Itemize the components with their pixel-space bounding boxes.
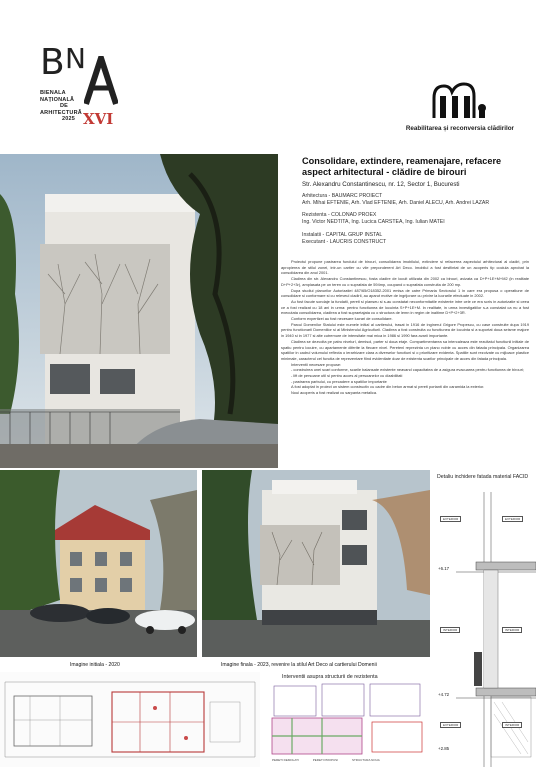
description-paragraph: Noul acoperis a fost realizat cu sarpanta metalica. (291, 390, 378, 396)
level-middle: +4.72 (438, 692, 450, 697)
logo-a-mark (84, 56, 118, 106)
main-photo (0, 154, 278, 468)
description-paragraph: - construirea unei scari conforme, scarile balansate existente neavand capacitatea de a asigura evacuarea pentru functiunea de birouri; (291, 367, 524, 373)
credit-architects: Arh. Mihai EFTENIE, Arh. Vlad EFTENIE, Arh. Daniel ALECU, Arh. Andrei LAZAR (302, 200, 490, 206)
project-title: Consolidare, extindere, reamenajare, refacere aspect arhitectural - clădire de birouri (302, 156, 502, 177)
bna-logo (38, 38, 118, 138)
caption-initial: Imagine initiala - 2020 (70, 662, 120, 668)
legend-item: PERETI DEMOLATI (272, 758, 299, 762)
credit-contractor: Executant - LAUCRIS CONSTRUCT (302, 239, 387, 245)
project-description (281, 259, 529, 396)
description-paragraph: Au fost facute sondaje la fundatii, pereti si planseu si s-au constatat neconformitatile existente intre cele ce era scris in autorizatie si ceea ce a fost realizat cu 18 ani in urma: pentru functiunea de locuinta S+P+1E+M. In realitate, in urma investigatiilor s-a constatat ca nu a fost executata consolidarea, cladirea a fost supraetajata cu o structura de lemn in regim de inaltime D+P+2+3R. (281, 298, 529, 316)
level-lower: +2.85 (438, 746, 450, 751)
facade-detail-drawing (436, 492, 536, 767)
reconversion-icon (430, 80, 490, 122)
detail-title: Detaliu inchidere fatada material FACID (437, 474, 529, 480)
description-paragraph: A fost adoptat in proiect un sistem constructiv cu cadre din beton armat si pereti portanti din caramida la exterior. (291, 384, 485, 390)
credit-architecture: Arhitectura - BAUMARC PROIECT (302, 193, 383, 199)
description-paragraph: - pastrarea parbului, cu precadere a spatiilor importante (291, 378, 387, 384)
structure-title: Interventii asupra structurii de rezistenta (282, 674, 378, 680)
tag-interior: INTERIOR (502, 627, 522, 633)
project-address: Str. Alexandru Constantinescu, nr. 12, Sector 1, Bucuresti (302, 181, 460, 188)
tag-interior: INTERIOR (502, 722, 522, 728)
description-paragraph: Interventii necesare propuse: (291, 361, 342, 367)
description-paragraph: Dupa studiul planurilor Autorizatiei 487/65/O18352-2001 emisa de catre Primaria Sectorului 1 in care era propusa o operatiune de consolidare si conformare si cu releveul cladirii, au aparut motive de ingrijorare cu privire la lucrarile efectuate in 2002. (281, 287, 529, 299)
description-paragraph: - lift de persoane util si pentru acces al persoanelor cu dizabilitati (291, 373, 403, 379)
logo-letters: B N (40, 42, 120, 92)
legend-item: STRUCTURA NOUA (351, 758, 380, 762)
description-paragraph: Parcul Domenilor Statului este numele initial al cartierului, trasat in 1916 de inginerul Grigore Propescu, cu case construite dupa 1919 pentru functionarii Domeniilor si ai Ministerului Agriculturii. Cladirea a fost construita cu functiunea de locuinta si a suportat doua seisme majore in 1940 si in 1977 si alte cutremure de intensitate mai mica in 1986 si 1990 fara avarii importante. (281, 321, 529, 339)
credit-structure: Rezistenta - COLONAD PROEX (302, 212, 377, 218)
credit-installations: Instalatii - CAPITAL GRUP INSTAL (302, 232, 383, 238)
caption-final: Imagine finala - 2023, revenire la stilul Art Deco al cartierului Domenii (221, 662, 377, 668)
description-paragraph: Cladirea se dezvolta pe patru nivelurl, demisol, parter si doua etaje. Compartimentarea sa intercaleaza este rezultatul functiunii initiale de spatiu pentru locuire, cu apartamente diferite la fiecare nivel. Peretenl reprezinta un plano noble cu acces din fatada principala. Organizarea spatiilor in cadrul volumului reflecta o ierarhizare clara a diverselor functiuni si o prioritizare evidenta. Spatiile sunt rezolvate cu mijloace plastice minimale, caracterul cel functia de reprezentare fiind evidentiate doar de existenta scarilor principale de acces din fatada principala. (281, 338, 529, 361)
logo-text-lines: BIENALA NAȚIONALĂ DE ARHITECTURĂ 2025 (40, 90, 82, 122)
level-upper: +6.17 (438, 566, 450, 571)
description-paragraph: Proiectul propune pastrarea fundului de birouri, consolidarea imobilului, extindere si refacerea aspectului arhitectural al cladiri, prin apropierea de stilul zonei, intr-un cartier cu vile preponderent Art Deco. Imobilul a fost desfiintat de un acoperis tip cociula aprobat la consolidarea din anul 2001. (281, 259, 529, 276)
tag-exterior: EXTERIOR (440, 722, 461, 728)
description-paragraph: Cladirea din str. Alexandru Constantinescu, fosta cladire de locuit utilizata din 2002 ca birouri, avizata ca D+P+1E+M+M2 (in realitate D+P+2+3r), amplasata pe un teren cu o suprafata de 594mp, ocupand o suprafata construita de 200 mp. (281, 276, 529, 287)
floor-plan-existing (0, 672, 260, 767)
edition-number: XVI (83, 110, 114, 128)
description-paragraph: Conform expertizei au fost necesare lucrari de consolidare. (291, 316, 393, 322)
legend-item: PERETI PROPUSI (312, 758, 338, 762)
tag-exterior: EXTERIOR (440, 516, 461, 522)
structural-interventions-plan (262, 672, 434, 767)
final-photo (202, 470, 430, 657)
tag-interior: INTERIOR (440, 627, 460, 633)
credit-engineers: Ing. Victor NEDTITA, Ing. Lucica CARSTEA, Ing. Iulian MATEI (302, 219, 445, 225)
initial-photo (0, 470, 197, 657)
tag-exterior: EXTERIOR (502, 516, 523, 522)
section-title: Reabilitarea și reconversia clădirilor (405, 125, 514, 132)
plan-legend (272, 758, 380, 762)
